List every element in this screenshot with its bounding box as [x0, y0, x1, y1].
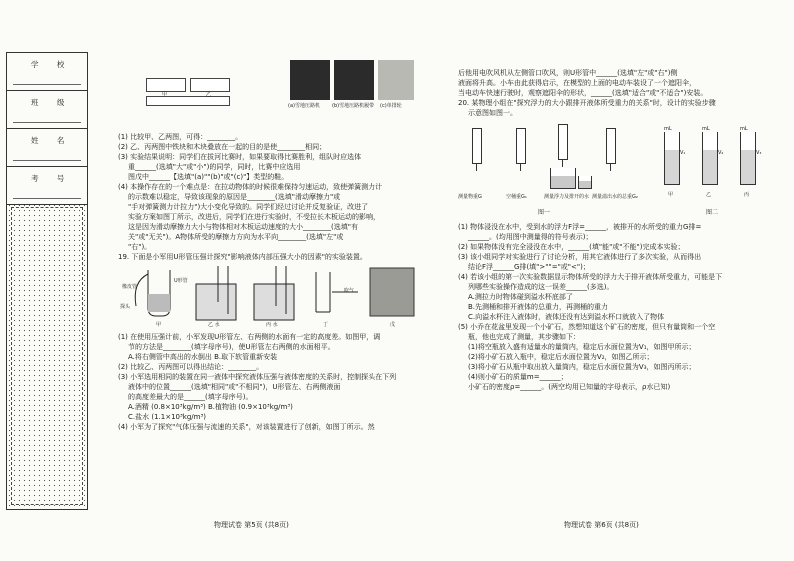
q19-cont-line: 当电动车快速行驶时，观察遮阳伞的形状，______(选填"适合"或"不适合")安装。	[458, 89, 708, 97]
overflow-cup	[550, 168, 576, 189]
caption-b: (b)雪地压路机履带	[332, 103, 375, 109]
q20-line: (1) 物体浸没在水中，受到水的浮力F浮=______，被排开的水所受的重力G排=	[458, 223, 702, 231]
q20-line: (4)则小矿石的质量m=______；	[468, 373, 568, 381]
caption-c: (c)单排轮	[380, 103, 402, 109]
page-6-footer: 物理试卷 第6页 (共8页)	[564, 521, 639, 529]
q20-line: ______。(均用图中测量得的符号表示)；	[468, 233, 593, 241]
q19-line: 液体中的位置______(选填"相同"或"不相同")，U形管左、右两侧液面	[128, 383, 341, 391]
q20-line: A.测拉力时物体碰到溢水杯底部了	[468, 293, 573, 301]
caption-step: 测量物重G	[458, 194, 482, 200]
q20-line: (4) 若该小组的第一次实验数据显示物体所受的浮力大于排开液体所受重力，可能是下	[458, 273, 723, 281]
q18-line: 的示数难以稳定，导致该现象的原因是________(选填"滑动摩擦力"或	[128, 193, 341, 201]
question-20-body	[458, 222, 778, 392]
u-tube-drawing	[118, 262, 416, 326]
photo-inline-skate	[378, 60, 414, 100]
cylinder-unit: mL	[664, 126, 672, 132]
label-jia: 甲	[156, 322, 162, 328]
label-bing: 丙 水	[266, 322, 278, 328]
cylinder-unit: mL	[740, 126, 748, 132]
q18-line: 图戊中______【选填"(a)""(b)"或"(c)"】类型的鞋。	[128, 173, 289, 181]
spring-scale	[472, 128, 482, 164]
graduated-cylinder-yi	[702, 132, 718, 185]
q20-title: 20. 某物理小组在"探究浮力的大小跟排开液体所受重力的关系"时，设计的实验步骤	[458, 99, 716, 107]
q18-line: (3) 实验结果说明：同学们在拔河比赛时，如果要取得比赛胜利，组队时应选体	[118, 153, 362, 161]
q20-line: (1)将空瓶放入盛有适量水的量筒内，稳定后水面位置为V₁，如图甲所示；	[468, 343, 696, 351]
q19-cont-line: 后他用电吹风机从左侧管口吹风，则U形管中______(选填"左"或"右")侧	[458, 69, 678, 77]
caption-step: 测量溢出水的总重G₂	[592, 194, 638, 200]
tag-hose: 橡皮管	[122, 284, 138, 290]
q20-line: 列哪些实验操作造成的这一误差______(多选)。	[468, 283, 614, 291]
label-wu: 戊	[390, 322, 396, 328]
label-yi: 乙	[706, 192, 712, 198]
q19-line: (1) 在使用压强计前，小军发现U形管左、右两侧的水面有一定的高度差。如图甲，调	[118, 333, 381, 341]
q18-line: (1) 比较甲、乙两图，可得：________。	[118, 133, 243, 141]
friction-figures	[118, 60, 416, 108]
figure-1-label: 图一	[538, 209, 551, 216]
q20-line: (2) 如果物体没有完全浸没在水中，______(填"能"或"不能")完成本实验；	[458, 243, 685, 251]
caption-step: 测量浮力及排开的水	[544, 194, 590, 200]
small-bucket	[578, 176, 592, 189]
q19-line: A.将右侧管中高出的水倒出 B.取下软管重新安装	[128, 353, 278, 361]
q19-line: (3) 小军选用相同的装置在同一液体中探究液体压强与液体密度的关系时，控制探头在下列	[118, 373, 397, 381]
q19-cont-line: 液面将升高。小车由此获得启示，在模型的上面的电动车装设了一个遮阳伞，	[458, 79, 696, 87]
q20-line: B.先测桶和排开液体的总重力，再测桶的重力	[468, 303, 609, 311]
label-yi: 乙 水	[208, 322, 220, 328]
seal-line-area	[7, 203, 87, 509]
volume-mark: V₁	[680, 150, 686, 156]
q18-line: 重______(选填"大"或"小")的同学，同时，比赛中应选用	[128, 163, 301, 171]
question-18-body	[118, 132, 416, 262]
volume-mark: V₂	[718, 150, 724, 156]
volume-mark: V₃	[756, 150, 762, 156]
cylinder-unit: mL	[702, 126, 710, 132]
info-field-school: 学 校	[7, 53, 87, 91]
label-bing: 丙	[744, 192, 750, 198]
page-6	[458, 68, 778, 392]
q19-line: 节的方法是________(填字母序号)，使U形管左右两侧的水面相平。	[128, 343, 335, 351]
info-field-exam-number: 考 号	[7, 167, 87, 205]
question-19-body	[118, 332, 416, 432]
q20-line: (5) 小乔在花盆里发现一个小矿石，然想知道这个矿石的密度，但只有量筒和一个空	[458, 323, 716, 331]
q19-line: A.酒精 (0.8×10³kg/m³) B.植物油 (0.9×10³kg/m³)	[128, 403, 293, 411]
q18-line: 实验方案如图丁所示，改进后，同学们在进行实验时，不受拉长木板运动的影响，	[128, 213, 380, 221]
q20-line: C.向溢水杯注入液体时，液体还没有达到溢水杯口就放入了物体	[468, 313, 665, 321]
q19-line: (2) 比较乙、丙两图可以得出结论：________。	[118, 363, 264, 371]
figure-bing	[146, 96, 230, 106]
tag-blow: 吹气	[344, 288, 355, 294]
label-yi: 乙	[206, 92, 212, 98]
q20-line: 结论F浮______G排(填">""="或"<")；	[468, 263, 590, 271]
info-field-name: 姓 名	[7, 129, 87, 167]
u-tube-figures	[118, 262, 416, 326]
student-info-column	[6, 52, 88, 510]
q18-line: "手对弹簧测力计拉力")大小变化导致的。同学们经过讨论并反复验证，改进了	[128, 203, 369, 211]
page-5	[118, 60, 416, 432]
caption-step: 空桶重G₁	[506, 194, 527, 200]
q20-line: 瓶，他也完成了测量，其步骤如下：	[468, 333, 580, 341]
q20-title: 示意图如图一。	[468, 109, 517, 117]
q18-line: (2) 乙、丙两图中铁块和木块叠放在一起的目的是使________相同；	[118, 143, 327, 151]
info-field-class: 班 级	[7, 91, 87, 129]
q18-line: "右")。	[128, 243, 152, 251]
q19-line: C.盐水 (1.1×10³kg/m³)	[128, 413, 206, 421]
q20-line: (2)将小矿石放入瓶中，稳定后水面位置为V₂，如图乙所示；	[468, 353, 654, 361]
q19-line: (4) 小军为了探究"气体压强与流速的关系"，对该装置进行了创新，如图丁所示。然	[118, 423, 375, 431]
graduated-cylinder-bing	[740, 132, 756, 185]
label-jia: 甲	[668, 192, 674, 198]
figure-2-label: 图二	[706, 209, 719, 216]
caption-a: (a)雪地压路机	[288, 103, 320, 109]
q19-title: 19. 下面是小军用U形管压强计探究"影响液体内部压强大小的因素"的实验装置。	[118, 253, 367, 261]
q18-line: (4) 本操作存在的一个难点是：在拉动物体的时候很难保持匀速运动，致使弹簧测力计	[118, 183, 383, 191]
page-5-footer: 物理试卷 第5页 (共8页)	[214, 521, 289, 529]
buoyancy-figures	[458, 118, 778, 222]
graduated-cylinder-jia	[664, 132, 680, 185]
label-jia: 甲	[162, 92, 168, 98]
q20-line: (3)将小矿石从瓶中取出放入量筒内，稳定后水面位置为V₃，如图丙所示；	[468, 363, 696, 371]
photo-road-roller	[290, 60, 330, 100]
q18-line: 关"或"无关")。A物体所受的摩擦力方向为水平向________(选填"左"或	[128, 233, 344, 241]
photo-roller-track	[334, 60, 374, 100]
q19-line: 的高度差最大的是______(填字母序号)。	[128, 393, 253, 401]
q20-line: 小矿石的密度ρ=______。(两空均用已知量的字母表示，ρ水已知)	[468, 383, 671, 391]
q20-line: (3) 该小组同学对实验进行了讨论分析，用其它液体进行了多次实验，从而得出	[458, 253, 702, 261]
spring-scale	[558, 124, 568, 160]
tag-u-tube: U形管	[174, 278, 188, 284]
spring-scale	[516, 128, 526, 164]
tag-probe: 探头	[120, 304, 131, 310]
label-ding: 丁	[323, 322, 329, 328]
spring-scale	[606, 128, 616, 164]
q18-line: 这是因为滑动摩擦力大小与物体相对木板运动速度的大小________(选填"有	[128, 223, 358, 231]
